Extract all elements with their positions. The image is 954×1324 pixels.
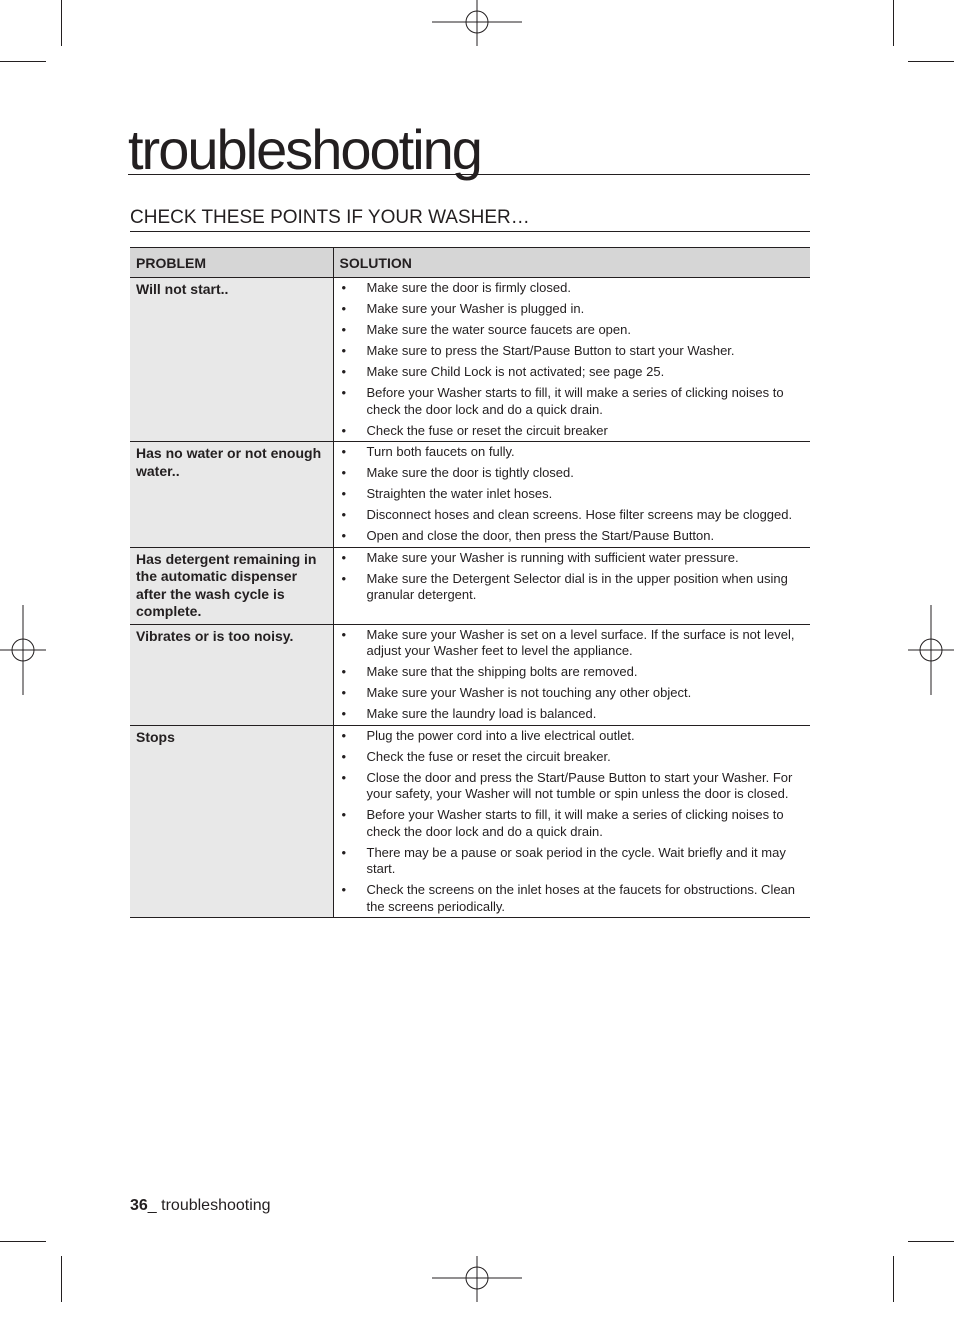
table-header-row <box>130 248 810 278</box>
registration-mark-icon <box>432 0 522 90</box>
crop-mark <box>61 0 62 46</box>
problem-cell: Has detergent remaining in the automatic dispenser after the wash cycle is complete. <box>130 547 333 624</box>
table-row <box>130 278 810 442</box>
page-footer <box>130 1196 271 1216</box>
solution-item: • Check the fuse or reset the circuit breaker. <box>340 749 807 766</box>
solution-cell <box>333 624 810 725</box>
footer-label: troubleshooting <box>161 1197 271 1214</box>
solution-item: • Make sure the door is firmly closed. <box>340 280 807 297</box>
footer-separator: _ <box>147 1197 162 1214</box>
solution-column-header: SOLUTION <box>333 248 810 278</box>
problem-cell: Vibrates or is too noisy. <box>130 624 333 725</box>
crop-mark <box>0 61 46 62</box>
registration-mark-icon <box>432 1234 522 1324</box>
page-title-text: troubleshooting <box>128 118 481 181</box>
solution-item: • Make sure the Detergent Selector dial is in the upper position when using granular detergent. <box>340 571 807 604</box>
solution-item: • Open and close the door, then press the Start/Pause Button. <box>340 528 807 545</box>
solution-item: • Disconnect hoses and clean screens. Hose filter screens may be clogged. <box>340 507 807 524</box>
registration-mark-icon <box>0 605 90 695</box>
solution-list <box>340 627 807 723</box>
solution-item: • Check the screens on the inlet hoses at the faucets for obstructions. Clean the screens periodically. <box>340 882 807 915</box>
crop-mark <box>908 1241 954 1242</box>
solution-item: • Make sure your Washer is not touching any other object. <box>340 685 807 702</box>
solution-cell <box>333 725 810 918</box>
problem-cell: Has no water or not enough water.. <box>130 442 333 548</box>
solution-item: • Make sure your Washer is running with sufficient water pressure. <box>340 550 807 567</box>
page-number: 36 <box>130 1197 148 1214</box>
solution-item: • Before your Washer starts to fill, it will make a series of clicking noises to check the door lock and do a quick drain. <box>340 807 807 840</box>
solution-item: • Make sure Child Lock is not activated; see page 25. <box>340 364 807 381</box>
crop-mark <box>893 0 894 46</box>
table-row <box>130 547 810 624</box>
troubleshooting-table <box>130 247 810 918</box>
solution-item: • Make sure your Washer is set on a level surface. If the surface is not level, adjust your Washer feet to level the appliance. <box>340 627 807 660</box>
solution-item: • Turn both faucets on fully. <box>340 444 807 461</box>
table-row <box>130 442 810 548</box>
crop-mark <box>908 61 954 62</box>
solution-item: • Plug the power cord into a live electrical outlet. <box>340 728 807 745</box>
crop-mark <box>893 1256 894 1302</box>
solution-item: • Make sure to press the Start/Pause Button to start your Washer. <box>340 343 807 360</box>
registration-mark-icon <box>864 605 954 695</box>
problem-cell: Stops <box>130 725 333 918</box>
table-row <box>130 725 810 918</box>
solution-item: • Make sure your Washer is plugged in. <box>340 301 807 318</box>
solution-list <box>340 280 807 439</box>
solution-item: • Close the door and press the Start/Pause Button to start your Washer. For your safety, your Washer will not tumble or spin unless the door is closed. <box>340 770 807 803</box>
solution-cell <box>333 442 810 548</box>
crop-mark <box>61 1256 62 1302</box>
page-title <box>128 118 810 181</box>
solution-cell <box>333 278 810 442</box>
problem-column-header: PROBLEM <box>130 248 333 278</box>
solution-item: • Straighten the water inlet hoses. <box>340 486 807 503</box>
solution-list <box>340 550 807 604</box>
solution-list <box>340 444 807 545</box>
problem-cell: Will not start.. <box>130 278 333 442</box>
section-title: CHECK THESE POINTS IF YOUR WASHER… <box>130 206 810 232</box>
solution-cell <box>333 547 810 624</box>
solution-item: • Make sure the laundry load is balanced. <box>340 706 807 723</box>
crop-mark <box>0 1241 46 1242</box>
solution-item: • Check the fuse or reset the circuit breaker <box>340 423 807 440</box>
solution-item: • Make sure that the shipping bolts are removed. <box>340 664 807 681</box>
solution-item: • Make sure the water source faucets are open. <box>340 322 807 339</box>
table-row <box>130 624 810 725</box>
solution-item: • Make sure the door is tightly closed. <box>340 465 807 482</box>
solution-item: • There may be a pause or soak period in the cycle. Wait briefly and it may start. <box>340 845 807 878</box>
solution-list <box>340 728 807 916</box>
solution-item: • Before your Washer starts to fill, it will make a series of clicking noises to check the door lock and do a quick drain. <box>340 385 807 418</box>
